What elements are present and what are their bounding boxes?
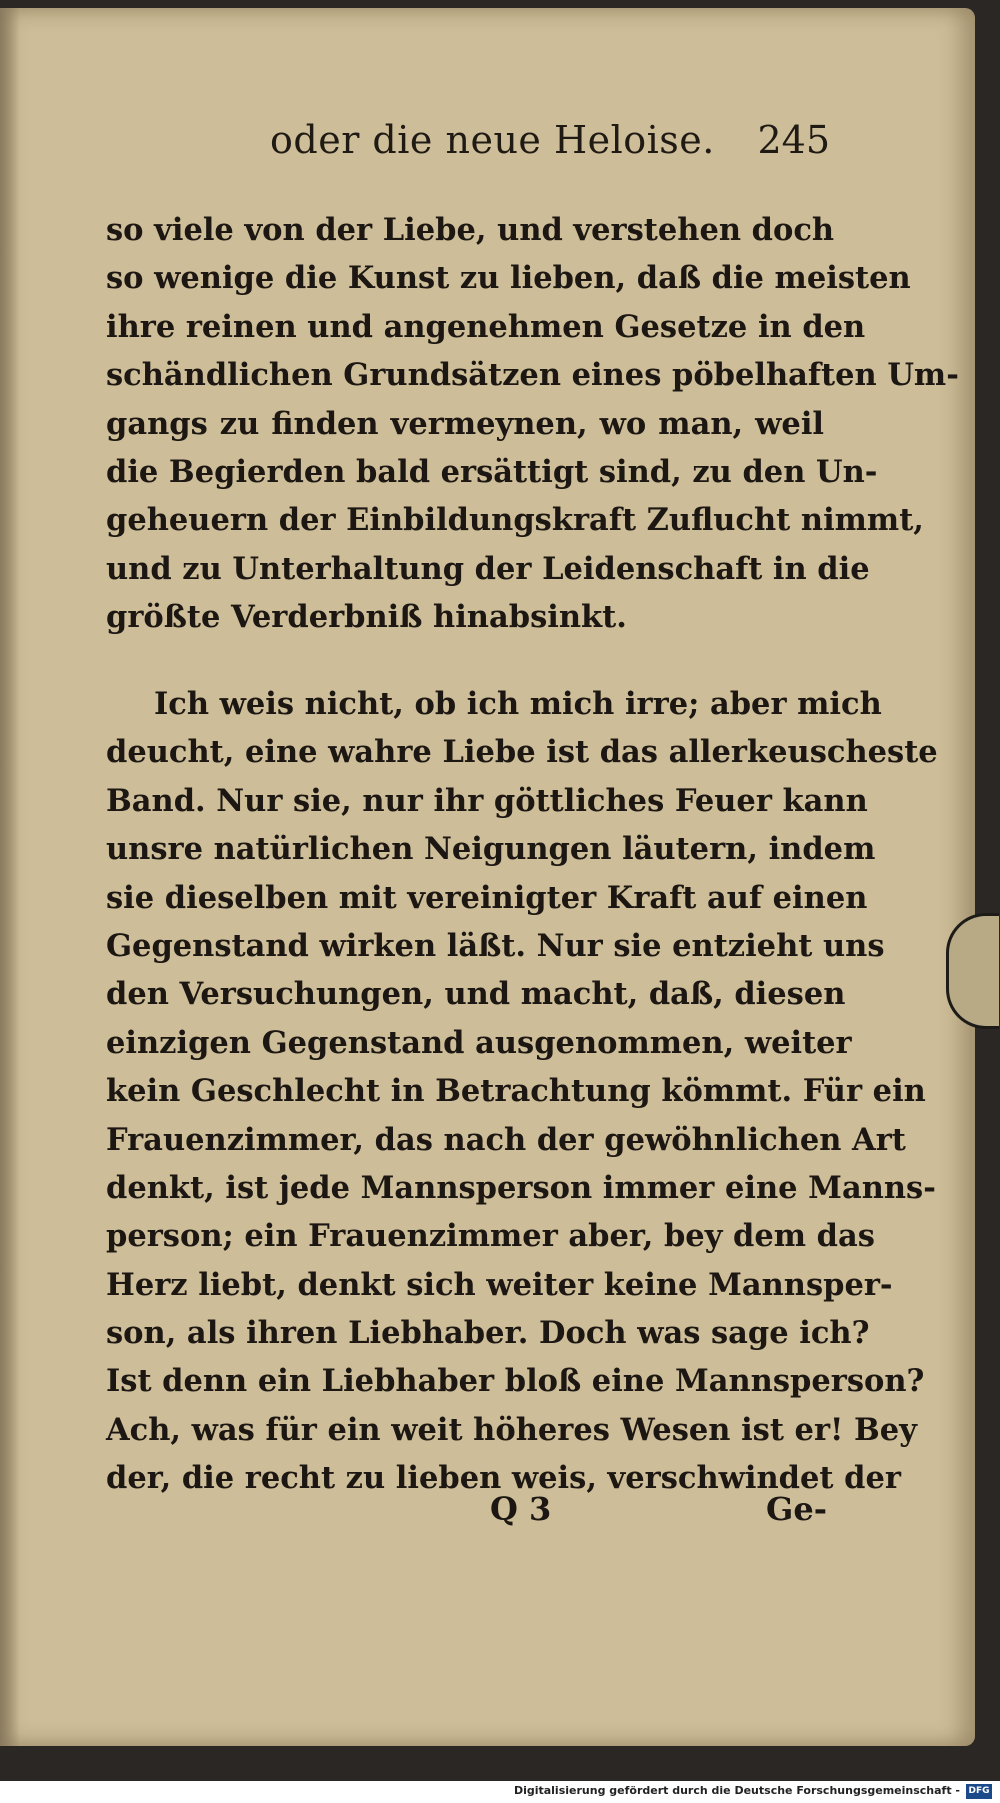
text-line: die Begierden bald ersättigt sind, zu den Un- [106, 453, 878, 490]
text-line: person; ein Frauenzimmer aber, bey dem das [106, 1218, 875, 1255]
text-line: geheuern der Einbildungskraft Zuflucht nimmt, [106, 502, 924, 539]
catchword: Ge- [766, 1490, 827, 1528]
page-number: 245 [757, 118, 830, 162]
text-line: Frauenzimmer, das nach der gewöhnlichen Art [106, 1121, 906, 1158]
text-line: denkt, ist jede Mannsperson immer eine Manns- [106, 1169, 936, 1206]
paragraph-1 [106, 206, 959, 642]
page-tab-fold [946, 913, 999, 1029]
text-line: und zu Unterhaltung der Leidenschaft in die [106, 550, 870, 587]
text-line: gangs zu finden vermeynen, wo man, weil [106, 405, 824, 442]
text-line: Ich weis nicht, ob ich mich irre; aber mich [154, 686, 882, 722]
text-line: Herz liebt, denkt sich weiter keine Mannsper- [106, 1266, 893, 1303]
text-line: Gegenstand wirken läßt. Nur sie entzieht uns [106, 927, 885, 964]
book-page [0, 8, 975, 1746]
digitization-credit-bar [0, 1781, 1000, 1803]
text-line: den Versuchungen, und macht, daß, diesen [106, 976, 846, 1013]
text-line: Ist denn ein Liebhaber bloß eine Mannsperson? [106, 1363, 925, 1400]
text-line: einzigen Gegenstand ausgenommen, weiter [106, 1024, 852, 1061]
dfg-logo: DFG [966, 1784, 992, 1799]
text-line: Ach, was für ein weit höheres Wesen ist er! Bey [106, 1411, 917, 1448]
running-title: oder die neue Heloise. [270, 118, 715, 162]
text-line: größte Verderbniß hinabsinkt. [106, 599, 627, 636]
text-line: sie dieselben mit vereinigter Kraft auf einen [106, 879, 868, 916]
text-line: unsre natürlichen Neigungen läutern, indem [106, 831, 876, 868]
paragraph-2 [106, 680, 938, 1503]
page-footer [105, 1490, 827, 1540]
text-line: so wenige die Kunst zu lieben, daß die meisten [106, 260, 911, 297]
signature-mark: Q 3 [490, 1490, 552, 1528]
text-line: ihre reinen und angenehmen Gesetze in den [106, 308, 866, 345]
text-line: kein Geschlecht in Betrachtung kömmt. Für ein [106, 1073, 926, 1110]
page-header [260, 118, 830, 168]
credit-text: Digitalisierung gefördert durch die Deutsche Forschungsgemeinschaft - [513, 1784, 960, 1797]
text-line: der, die recht zu lieben weis, verschwindet der [106, 1460, 901, 1497]
text-line: schändlichen Grundsätzen eines pöbelhaften Um- [106, 357, 959, 394]
text-line: deucht, eine wahre Liebe ist das allerkeuscheste [106, 734, 938, 771]
text-line: so viele von der Liebe, und verstehen doch [106, 212, 835, 248]
text-line: Band. Nur sie, nur ihr göttliches Feuer kann [106, 782, 868, 819]
text-line: son, als ihren Liebhaber. Doch was sage ich? [106, 1315, 870, 1352]
